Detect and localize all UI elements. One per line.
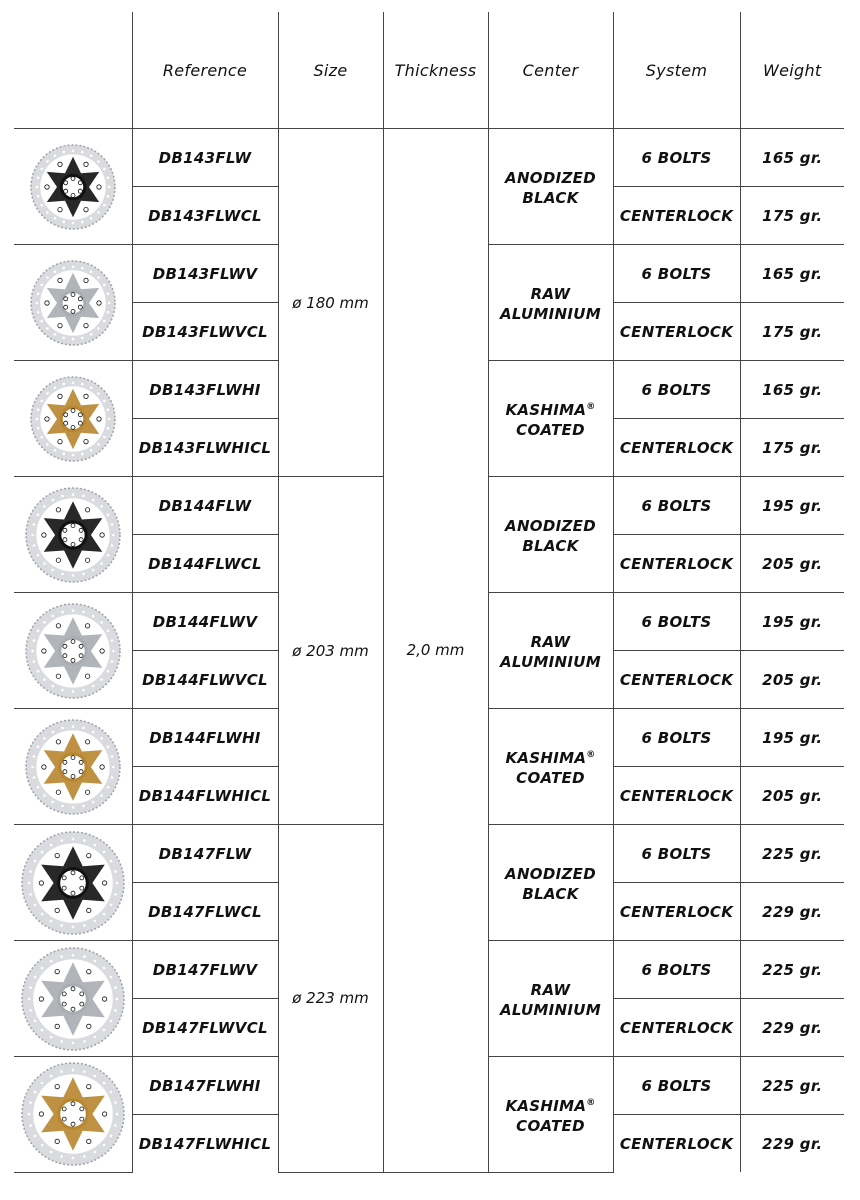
weight-cell: 195 gr. bbox=[740, 709, 844, 767]
brake-rotor-icon bbox=[14, 831, 132, 935]
center-cell bbox=[488, 709, 613, 825]
reference-cell: DB147FLW bbox=[132, 825, 278, 883]
size-cell: ø 180 mm bbox=[278, 129, 383, 477]
center-cell bbox=[488, 361, 613, 477]
brake-rotor-icon bbox=[14, 376, 132, 462]
reference-cell: DB144FLWVCL bbox=[132, 651, 278, 709]
system-cell: CENTERLOCK bbox=[613, 1115, 740, 1173]
header-system: System bbox=[613, 12, 740, 129]
system-cell: 6 BOLTS bbox=[613, 1057, 740, 1115]
reference-cell: DB143FLWHI bbox=[132, 361, 278, 419]
center-line2: BLACK bbox=[522, 189, 579, 207]
rotor-image-cell bbox=[14, 709, 132, 825]
product-spec-table bbox=[14, 12, 844, 1173]
system-cell: CENTERLOCK bbox=[613, 303, 740, 361]
header-reference: Reference bbox=[132, 12, 278, 129]
reference-cell: DB147FLWVCL bbox=[132, 999, 278, 1057]
reference-cell: DB147FLWV bbox=[132, 941, 278, 999]
center-cell bbox=[488, 477, 613, 593]
system-cell: CENTERLOCK bbox=[613, 419, 740, 477]
registered-mark: ® bbox=[586, 750, 596, 760]
center-line1: RAW bbox=[530, 981, 571, 999]
center-line2: ALUMINIUM bbox=[500, 1001, 601, 1019]
system-cell: 6 BOLTS bbox=[613, 245, 740, 303]
center-line2: COATED bbox=[516, 769, 585, 787]
center-line2: COATED bbox=[516, 421, 585, 439]
header-thickness: Thickness bbox=[383, 12, 488, 129]
weight-cell: 165 gr. bbox=[740, 129, 844, 187]
reference-cell: DB144FLWHI bbox=[132, 709, 278, 767]
size-cell: ø 203 mm bbox=[278, 477, 383, 825]
weight-cell: 165 gr. bbox=[740, 361, 844, 419]
reference-cell: DB143FLWV bbox=[132, 245, 278, 303]
weight-cell: 229 gr. bbox=[740, 999, 844, 1057]
weight-cell: 195 gr. bbox=[740, 593, 844, 651]
weight-cell: 205 gr. bbox=[740, 535, 844, 593]
reference-cell: DB144FLWV bbox=[132, 593, 278, 651]
rotor-image-cell bbox=[14, 129, 132, 245]
center-line1: KASHIMA bbox=[505, 401, 587, 419]
center-cell bbox=[488, 941, 613, 1057]
brake-rotor-icon bbox=[14, 947, 132, 1051]
rotor-image-cell bbox=[14, 941, 132, 1057]
system-cell: CENTERLOCK bbox=[613, 187, 740, 245]
header-center: Center bbox=[488, 12, 613, 129]
header-weight: Weight bbox=[740, 12, 844, 129]
reference-cell: DB143FLWVCL bbox=[132, 303, 278, 361]
size-cell: ø 223 mm bbox=[278, 825, 383, 1173]
system-cell: CENTERLOCK bbox=[613, 767, 740, 825]
reference-cell: DB143FLWHICL bbox=[132, 419, 278, 477]
brake-rotor-icon bbox=[14, 1062, 132, 1166]
center-line2: ALUMINIUM bbox=[500, 653, 601, 671]
reference-cell: DB144FLWHICL bbox=[132, 767, 278, 825]
registered-mark: ® bbox=[586, 402, 596, 412]
center-line1: RAW bbox=[530, 633, 571, 651]
system-cell: 6 BOLTS bbox=[613, 593, 740, 651]
registered-mark: ® bbox=[586, 1097, 596, 1108]
weight-cell: 225 gr. bbox=[740, 941, 844, 999]
weight-cell: 225 gr. bbox=[740, 1057, 844, 1115]
center-cell bbox=[488, 593, 613, 709]
center-cell bbox=[488, 1057, 613, 1173]
thickness-cell: 2,0 mm bbox=[383, 129, 488, 1173]
brake-rotor-icon bbox=[14, 603, 132, 699]
rotor-image-cell bbox=[14, 593, 132, 709]
reference-cell: DB144FLWCL bbox=[132, 535, 278, 593]
system-cell: CENTERLOCK bbox=[613, 999, 740, 1057]
weight-cell: 175 gr. bbox=[740, 419, 844, 477]
reference-cell: DB147FLWCL bbox=[132, 883, 278, 941]
system-cell: 6 BOLTS bbox=[613, 709, 740, 767]
center-line1: ANODIZED bbox=[505, 517, 596, 535]
system-cell: CENTERLOCK bbox=[613, 883, 740, 941]
system-cell: CENTERLOCK bbox=[613, 651, 740, 709]
table-row bbox=[14, 129, 844, 187]
system-cell: 6 BOLTS bbox=[613, 129, 740, 187]
system-cell: CENTERLOCK bbox=[613, 535, 740, 593]
center-line1: KASHIMA bbox=[505, 749, 587, 767]
reference-cell: DB143FLWCL bbox=[132, 187, 278, 245]
system-cell: 6 BOLTS bbox=[613, 825, 740, 883]
weight-cell: 205 gr. bbox=[740, 651, 844, 709]
center-line1: KASHIMA bbox=[505, 1096, 587, 1115]
weight-cell: 165 gr. bbox=[740, 245, 844, 303]
reference-cell: DB143FLW bbox=[132, 129, 278, 187]
brake-rotor-icon bbox=[14, 719, 132, 815]
center-line2: COATED bbox=[516, 1116, 585, 1135]
center-line1: ANODIZED bbox=[505, 865, 596, 883]
brake-rotor-icon bbox=[14, 260, 132, 346]
rotor-image-cell bbox=[14, 1057, 132, 1173]
system-cell: 6 BOLTS bbox=[613, 941, 740, 999]
system-cell: 6 BOLTS bbox=[613, 361, 740, 419]
center-line2: BLACK bbox=[522, 537, 579, 555]
weight-cell: 175 gr. bbox=[740, 303, 844, 361]
center-cell bbox=[488, 245, 613, 361]
system-cell: 6 BOLTS bbox=[613, 477, 740, 535]
rotor-image-cell bbox=[14, 825, 132, 941]
rotor-image-cell bbox=[14, 361, 132, 477]
reference-cell: DB147FLWHI bbox=[132, 1057, 278, 1115]
center-cell bbox=[488, 129, 613, 245]
reference-cell: DB144FLW bbox=[132, 477, 278, 535]
reference-cell: DB147FLWHICL bbox=[132, 1115, 278, 1173]
rotor-image-cell bbox=[14, 477, 132, 593]
center-line2: BLACK bbox=[522, 885, 579, 903]
weight-cell: 225 gr. bbox=[740, 825, 844, 883]
weight-cell: 175 gr. bbox=[740, 187, 844, 245]
rotor-image-cell bbox=[14, 245, 132, 361]
header-size: Size bbox=[278, 12, 383, 129]
weight-cell: 205 gr. bbox=[740, 767, 844, 825]
weight-cell: 195 gr. bbox=[740, 477, 844, 535]
header-row bbox=[14, 12, 844, 129]
weight-cell: 229 gr. bbox=[740, 883, 844, 941]
header-image bbox=[14, 12, 132, 129]
brake-rotor-icon bbox=[14, 144, 132, 230]
brake-rotor-icon bbox=[14, 487, 132, 583]
center-line2: ALUMINIUM bbox=[500, 305, 601, 323]
weight-cell: 229 gr. bbox=[740, 1115, 844, 1173]
center-line1: ANODIZED bbox=[505, 169, 596, 187]
center-line1: RAW bbox=[530, 285, 571, 303]
center-cell bbox=[488, 825, 613, 941]
